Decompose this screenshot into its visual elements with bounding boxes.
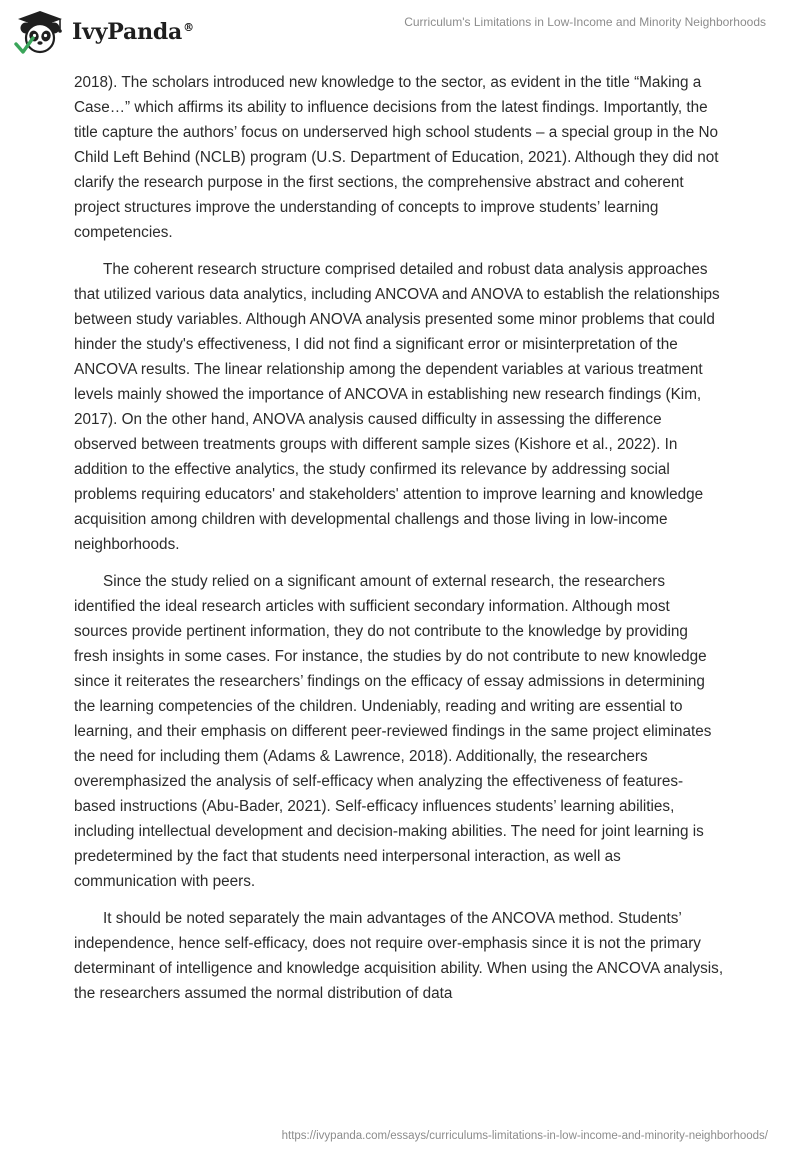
source-url[interactable]: https://ivypanda.com/essays/curriculums-limitations-in-low-income-and-minority-neighborhoods/ [281, 1130, 768, 1142]
essay-body [74, 70, 724, 1018]
paragraph-2: The coherent research structure comprised detailed and robust data analysis approaches that utilized various data analytics, including ANCOVA and ANOVA to establish the relationships between study variables. Although ANOVA analysis presented some minor problems that could hinder the study's effectiveness, I did not find a significant error or misinterpretation of the ANCOVA results. The linear relationship among the dependent variables at various treatment levels mainly showed the importance of ANCOVA in establishing new research findings (Kim, 2017). On the other hand, ANOVA analysis caused difficulty in assessing the difference observed between treatments groups with different sample sizes (Kishore et al., 2022). In addition to the effective analytics, the study confirmed its relevance by addressing social problems requiring educators' and stakeholders' attention to improve learning and knowledge acquisition among children with developmental challengs and those living in low-income neighborhoods. [74, 261, 720, 553]
paragraph-4: It should be noted separately the main advantages of the ANCOVA method. Students’ independence, hence self-efficacy, does not require over-emphasis since it is not the primary determinant of intelligence and knowledge acquisition ability. When using the ANCOVA analysis, the researchers assumed the normal distribution of data [74, 910, 724, 1002]
page-header [0, 0, 800, 66]
document-title: Curriculum's Limitations in Low-Income and Minority Neighborhoods [404, 15, 766, 29]
ivypanda-logo[interactable] [14, 8, 194, 56]
panda-graduate-icon [14, 8, 66, 56]
paragraph-1: 2018). The scholars introduced new knowledge to the sector, as evident in the title “Making a Case…” which affirms its ability to influence decisions from the latest findings. Importantly, the title capture the authors’ focus on underserved high school students – a special group in the No Child Left Behind (NCLB) program (U.S. Department of Education, 2021). Although they did not clarify the research purpose in the first sections, the comprehensive abstract and coherent project structures improve the understanding of concepts to improve students’ learning competencies. [74, 74, 719, 241]
logo-wordmark: IvyPanda® [72, 19, 194, 45]
paragraph-3: Since the study relied on a significant amount of external research, the researchers identified the ideal research articles with sufficient secondary information. Although most sources provide pertinent information, they do not contribute to the knowledge by providing fresh insights in some cases. For instance, the studies by do not contribute to new knowledge since it reiterates the researchers’ findings on the efficacy of essay admissions in determining the learning competencies of the children. Undeniably, reading and writing are essential to learning, and their emphasis on different peer-reviewed findings in the same project eliminates the need for including them (Adams & Lawrence, 2018). Additionally, the researchers overemphasized the analysis of self-efficacy when analyzing the effectiveness of features-based instructions (Abu-Bader, 2021). Self-efficacy influences students’ learning abilities, including intellectual development and decision-making abilities. The need for joint learning is predetermined by the fact that students need interpersonal interaction, as well as communication with peers. [74, 573, 712, 890]
